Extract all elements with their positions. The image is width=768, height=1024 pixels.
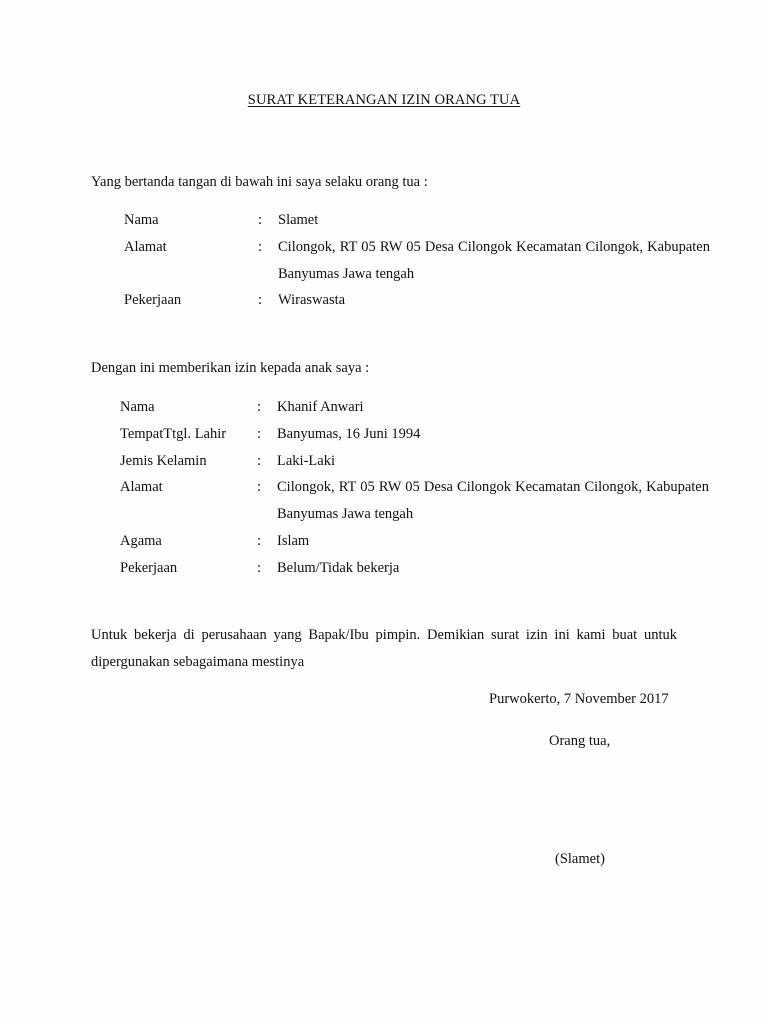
child-address-value: Cilongok, RT 05 RW 05 Desa Cilongok Kecamatan Cilongok, Kabupaten Banyumas Jawa tengah bbox=[277, 479, 709, 523]
colon: : bbox=[258, 292, 263, 309]
closing-salutation: Orang tua, bbox=[549, 733, 611, 749]
colon: : bbox=[257, 452, 262, 469]
parent-name-row bbox=[124, 207, 710, 234]
place-date: Purwokerto, 7 November 2017 bbox=[489, 691, 669, 707]
child-address-label: Alamat bbox=[120, 479, 163, 496]
purpose-paragraph: Untuk bekerja di perusahaan yang Bapak/Ibu pimpin. Demikian surat izin ini kami buat untuk dipergunakan sebagaimana mestinya bbox=[91, 627, 677, 670]
colon: : bbox=[258, 212, 263, 228]
colon: : bbox=[257, 399, 262, 415]
letter-title-text: SURAT KETERANGAN IZIN ORANG TUA bbox=[247, 92, 521, 108]
parent-job-label: Pekerjaan bbox=[124, 292, 182, 309]
permission-paragraph: Dengan ini memberikan izin kepada anak saya : bbox=[91, 360, 370, 376]
colon: : bbox=[257, 479, 262, 496]
parent-address-value: Cilongok, RT 05 RW 05 Desa Cilongok Kecamatan Cilongok, Kabupaten Banyumas Jawa tengah bbox=[278, 238, 710, 282]
parent-address-row bbox=[124, 234, 710, 288]
parent-details bbox=[124, 207, 710, 314]
parent-name-value: Slamet bbox=[278, 212, 319, 228]
child-name-value: Khanif Anwari bbox=[277, 399, 364, 415]
letter-title bbox=[0, 92, 768, 109]
parent-job-row bbox=[124, 287, 710, 314]
intro-paragraph: Yang bertanda tangan di bawah ini saya selaku orang tua : bbox=[91, 174, 428, 190]
child-birth-label: TempatTtgl. Lahir bbox=[120, 425, 227, 442]
colon: : bbox=[258, 238, 263, 255]
child-gender-label: Jemis Kelamin bbox=[120, 452, 207, 469]
child-name-label: Nama bbox=[120, 399, 155, 415]
child-name-row bbox=[120, 394, 709, 421]
parent-address-label: Alamat bbox=[124, 238, 167, 255]
parent-job-value: Wiraswasta bbox=[278, 292, 346, 309]
child-birth-row bbox=[120, 421, 709, 448]
child-religion-label: Agama bbox=[120, 532, 162, 549]
child-gender-value: Laki-Laki bbox=[277, 452, 335, 469]
child-religion-value: Islam bbox=[277, 532, 310, 549]
signer-name: (Slamet) bbox=[555, 851, 605, 867]
child-job-label: Pekerjaan bbox=[120, 559, 178, 576]
child-address-row bbox=[120, 474, 709, 528]
child-birth-value: Banyumas, 16 Juni 1994 bbox=[277, 425, 421, 442]
child-details bbox=[120, 394, 709, 582]
child-religion-row bbox=[120, 528, 709, 555]
parent-name-label: Nama bbox=[124, 212, 159, 228]
child-job-row bbox=[120, 555, 709, 582]
colon: : bbox=[257, 559, 262, 576]
colon: : bbox=[257, 532, 262, 549]
colon: : bbox=[257, 425, 262, 442]
child-job-value: Belum/Tidak bekerja bbox=[277, 559, 400, 576]
child-gender-row bbox=[120, 448, 709, 475]
